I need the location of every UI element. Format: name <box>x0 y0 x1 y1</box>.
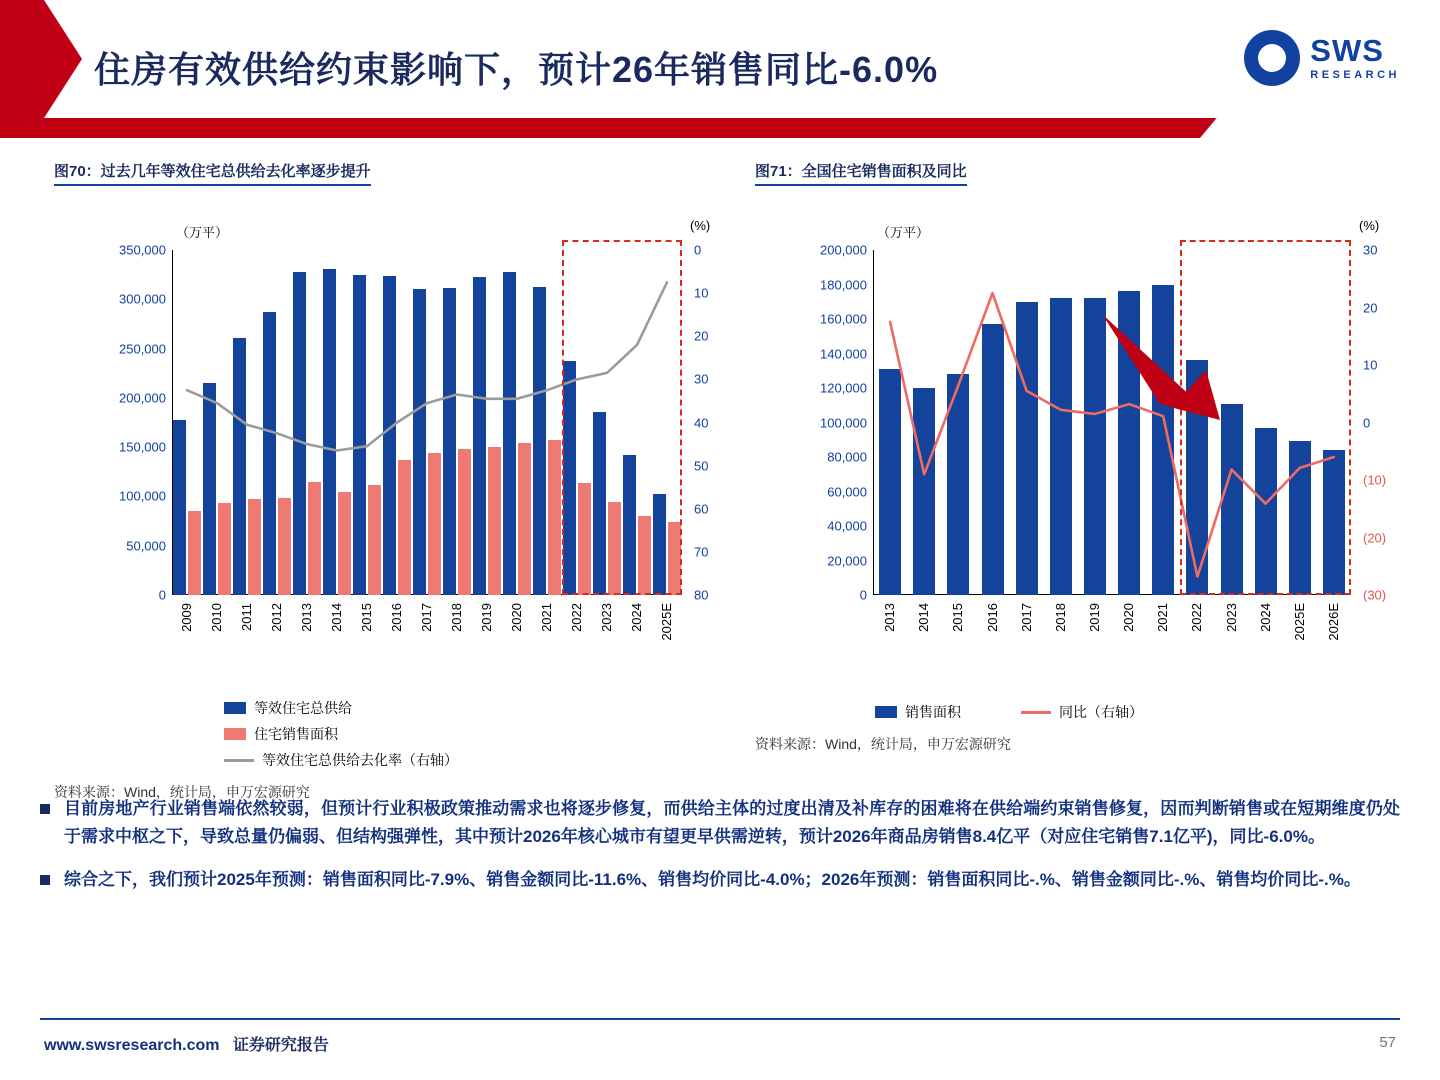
legend-swatch-icon <box>875 706 897 718</box>
y-axis-tick: 200,000 <box>820 242 867 258</box>
y-axis-unit: （万平） <box>176 225 229 240</box>
chart-bar <box>203 383 216 595</box>
x-axis-tick: 2010 <box>209 603 224 632</box>
chart-bar <box>947 374 969 595</box>
sws-logo <box>1244 30 1400 86</box>
chart-bar <box>173 420 186 595</box>
bullet-square-icon <box>40 804 50 814</box>
x-axis-tick: 2013 <box>882 603 898 632</box>
x-axis-tick: 2016 <box>389 603 404 632</box>
x-axis-tick: 2024 <box>629 603 644 632</box>
figure-71-panel <box>755 160 1415 754</box>
legend-label: 等效住宅总供给去化率（右轴） <box>262 752 458 768</box>
x-axis-tick: 2021 <box>1155 603 1171 632</box>
chart-bar <box>443 288 456 595</box>
x-axis-tick: 2017 <box>1018 603 1034 632</box>
y-axis-tick: 350,000 <box>119 242 166 258</box>
y-axis-unit: （万平） <box>877 225 930 240</box>
y2-axis-tick: 0 <box>1363 415 1371 430</box>
x-axis-tick: 2012 <box>269 603 284 632</box>
down-arrow-icon <box>1100 312 1270 422</box>
chart-bar <box>263 312 276 595</box>
y-axis-tick: 120,000 <box>820 380 867 396</box>
chart-bar <box>383 276 396 595</box>
y2-axis-tick: 30 <box>694 371 709 387</box>
chart-bar <box>458 449 471 595</box>
legend-item-area <box>875 702 961 722</box>
bullet-text: 目前房地产行业销售端依然较弱，但预计行业积极政策推动需求也将逐步修复，而供给主体的过度出清及补库存的困难将在供给端约束销售修复，因而判断销售或在短期维度仍处于需求中枢之下，导致总量仍偏弱、但结构强弹性，其中预计2026年核心城市有望更早供需逆转，预计2026年商品房销售8.4亿平（对应住宅销售7.1亿平)，同比-6.0%。 <box>64 799 1400 846</box>
page-title: 住房有效供给约束影响下，预计26年销售同比-6.0% <box>94 49 939 90</box>
x-axis-tick: 2023 <box>1223 603 1239 632</box>
y2-axis-unit: (%) <box>1359 218 1380 233</box>
chart-bar <box>1050 298 1072 595</box>
page-number: 57 <box>1379 1034 1396 1051</box>
x-axis-tick: 2019 <box>1086 603 1102 632</box>
legend-line-icon <box>1021 711 1051 714</box>
chart-bar <box>518 443 531 595</box>
x-axis-tick: 2016 <box>984 603 1000 632</box>
x-axis-tick: 2009 <box>179 603 194 632</box>
y2-axis-tick: 80 <box>694 587 709 603</box>
figure-70-chart <box>54 212 744 692</box>
legend-swatch-icon <box>224 702 246 714</box>
chart-bar <box>368 485 381 595</box>
chart-bar <box>338 492 351 596</box>
chart-bar <box>248 499 261 595</box>
x-axis-tick: 2021 <box>539 603 554 632</box>
y-axis-tick: 60,000 <box>827 484 867 499</box>
logo-subtitle: RESEARCH <box>1310 69 1400 81</box>
chart-bar <box>488 447 501 595</box>
x-axis-tick: 2015 <box>950 603 966 632</box>
bullet-item <box>40 866 1400 894</box>
y2-axis-tick: 30 <box>1363 242 1378 258</box>
chart-bar <box>982 324 1004 595</box>
y2-axis-tick: 40 <box>694 415 709 430</box>
y2-axis-tick: (10) <box>1363 472 1387 488</box>
chart-bar <box>548 440 561 595</box>
x-axis-tick: 2018 <box>1052 603 1068 632</box>
figure-71-source: 资料来源：Wind，统计局，申万宏源研究 <box>755 736 1011 752</box>
legend-label: 住宅销售面积 <box>254 726 338 742</box>
chart-bar <box>218 503 231 595</box>
x-axis-tick: 2018 <box>449 603 464 632</box>
y2-axis-tick: 10 <box>694 285 709 301</box>
chart-bar <box>1016 302 1038 595</box>
forecast-highlight-box <box>562 240 682 595</box>
legend-item-rate <box>224 750 744 770</box>
legend-swatch-icon <box>224 728 246 740</box>
legend-item-supply <box>224 698 744 718</box>
logo-name: SWS <box>1310 33 1384 68</box>
x-axis-tick: 2024 <box>1257 603 1273 632</box>
footer <box>44 1032 329 1055</box>
figure-70-title: 图70：过去几年等效住宅总供给去化率逐步提升 <box>54 160 371 186</box>
figure-71-chart <box>755 212 1415 692</box>
legend-item-sales <box>224 724 744 744</box>
footer-url[interactable]: www.swsresearch.com <box>44 1037 220 1054</box>
chart-bar <box>473 277 486 595</box>
y-axis-tick: 100,000 <box>119 488 166 504</box>
figure-70-panel <box>54 160 744 802</box>
chart-bar <box>188 511 201 595</box>
y2-axis-tick: 0 <box>694 242 702 258</box>
chart-bar <box>413 289 426 595</box>
chart-bar <box>278 498 291 595</box>
chart-bar <box>353 275 366 595</box>
x-axis-tick: 2017 <box>419 603 434 632</box>
y-axis-tick: 0 <box>158 587 166 603</box>
y-axis-tick: 150,000 <box>119 439 166 455</box>
chart-bar <box>233 338 246 595</box>
y-axis-tick: 250,000 <box>119 341 166 357</box>
y2-axis-tick: 60 <box>694 501 709 517</box>
y2-axis-tick: 70 <box>694 544 709 560</box>
chart-bar <box>503 272 516 595</box>
y-axis-tick: 140,000 <box>820 346 867 361</box>
y-axis-tick: 100,000 <box>820 415 867 430</box>
chart-bar <box>879 369 901 595</box>
y-axis-tick: 200,000 <box>119 390 166 406</box>
figure-71-title: 图71：全国住宅销售面积及同比 <box>755 160 967 186</box>
y2-axis-tick: (20) <box>1363 530 1387 545</box>
x-axis-tick: 2025E <box>1291 603 1307 641</box>
y-axis-tick: 40,000 <box>827 518 867 534</box>
y2-axis-tick: (30) <box>1363 587 1387 603</box>
legend-item-yoy <box>1021 702 1143 722</box>
bullet-list <box>40 795 1400 910</box>
x-axis-tick: 2022 <box>569 603 584 632</box>
x-axis-tick: 2025E <box>659 603 674 641</box>
x-axis-tick: 2026E <box>1325 603 1341 641</box>
y-axis-tick: 20,000 <box>827 553 867 568</box>
legend-label: 等效住宅总供给 <box>254 700 352 716</box>
x-axis-tick: 2023 <box>599 603 614 632</box>
footer-label: 证券研究报告 <box>232 1037 329 1054</box>
chart-bar <box>293 272 306 595</box>
x-axis-tick: 2011 <box>239 603 254 631</box>
x-axis-tick: 2014 <box>916 603 932 632</box>
x-axis-tick: 2022 <box>1189 603 1205 632</box>
figure-70-source: 资料来源：Wind，统计局，申万宏源研究 <box>54 784 310 800</box>
logo-icon <box>1244 30 1300 86</box>
y2-axis-tick: 20 <box>694 328 709 344</box>
chart-bar <box>323 269 336 595</box>
bullet-square-icon <box>40 875 50 885</box>
bullet-text: 综合之下，我们预计2025年预测：销售面积同比-7.9%、销售金额同比-11.6%、销售均价同比-4.0%；2026年预测：销售面积同比-.%、销售金额同比-.%、销售均价同比-.%。 <box>64 870 1361 890</box>
legend-line-icon <box>224 759 254 762</box>
bullet-item <box>40 795 1400 850</box>
x-axis-tick: 2020 <box>509 603 524 632</box>
y-axis-tick: 80,000 <box>827 449 867 465</box>
x-axis-tick: 2019 <box>479 603 494 632</box>
chart-bar <box>308 482 321 595</box>
y-axis-tick: 0 <box>859 587 867 603</box>
y-axis-tick: 300,000 <box>119 291 166 307</box>
x-axis-tick: 2013 <box>299 603 314 632</box>
footer-divider <box>40 1018 1400 1020</box>
chart-bar <box>533 287 546 595</box>
y2-axis-tick: 10 <box>1363 357 1378 373</box>
legend-label: 销售面积 <box>905 704 961 720</box>
x-axis-tick: 2015 <box>359 603 374 632</box>
x-axis-tick: 2020 <box>1121 603 1137 632</box>
y-axis-tick: 180,000 <box>820 277 867 292</box>
chart-bar <box>428 453 441 595</box>
y2-axis-tick: 20 <box>1363 300 1378 315</box>
page-header <box>0 0 1440 138</box>
y2-axis-tick: 50 <box>694 458 709 474</box>
legend-label: 同比（右轴） <box>1059 704 1143 720</box>
y-axis-tick: 160,000 <box>820 311 867 327</box>
chart-bar <box>913 388 935 595</box>
y2-axis-unit: (%) <box>690 218 711 233</box>
chart-bar <box>398 460 411 595</box>
x-axis-tick: 2014 <box>329 603 344 632</box>
y-axis-tick: 50,000 <box>126 538 166 554</box>
